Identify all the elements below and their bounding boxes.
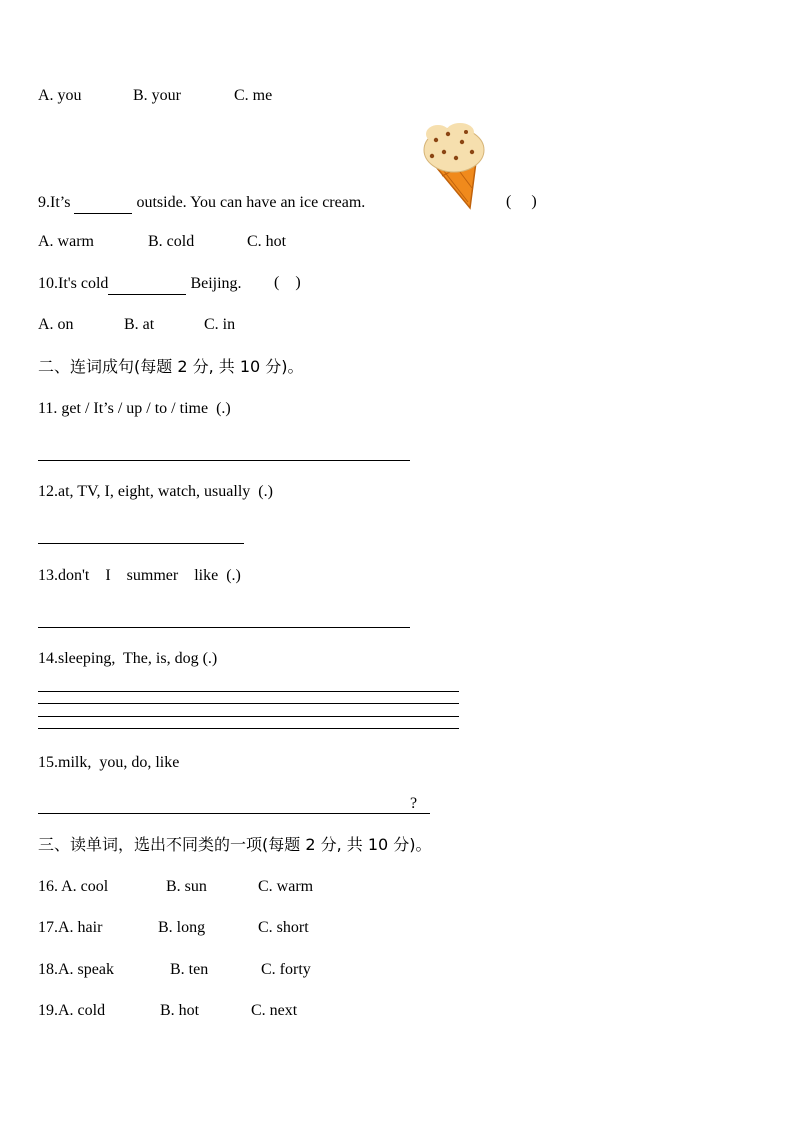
q13-answer-line[interactable] bbox=[38, 627, 410, 628]
q15-words: 15.milk, you, do, like bbox=[38, 754, 180, 771]
q10-option-a: A. on bbox=[38, 316, 74, 333]
q11-answer-line[interactable] bbox=[38, 460, 410, 461]
q19-option-c: C. next bbox=[251, 1002, 298, 1019]
q17-option-c: C. short bbox=[258, 919, 309, 936]
q8-option-c: C. me bbox=[234, 87, 273, 104]
q10-question bbox=[38, 274, 242, 295]
q14-answer-line-3[interactable] bbox=[38, 716, 459, 717]
q18-option-a: 18.A. speak bbox=[38, 961, 114, 978]
q9-option-a: A. warm bbox=[38, 233, 94, 250]
ice-cream-icon bbox=[418, 122, 490, 214]
q16-option-c: C. warm bbox=[258, 878, 314, 895]
q19-option-a: 19.A. cold bbox=[38, 1002, 106, 1019]
q10-answer-paren[interactable]: ( ) bbox=[274, 274, 301, 291]
q8-option-a: A. you bbox=[38, 87, 82, 104]
q14-answer-line-1[interactable] bbox=[38, 691, 459, 692]
q14-words: 14.sleeping, The, is, dog (.) bbox=[38, 650, 218, 667]
q9-blank[interactable] bbox=[74, 193, 132, 214]
q9-prefix: 9.It’s bbox=[38, 194, 75, 211]
q16-option-b: B. sun bbox=[166, 878, 207, 895]
q10-prefix: 10.It's cold bbox=[38, 275, 109, 292]
q9-option-b: B. cold bbox=[148, 233, 195, 250]
q17-option-a: 17.A. hair bbox=[38, 919, 103, 936]
q17-option-b: B. long bbox=[158, 919, 206, 936]
q12-answer-line[interactable] bbox=[38, 543, 244, 544]
q18-option-c: C. forty bbox=[261, 961, 311, 978]
q10-blank[interactable] bbox=[108, 274, 186, 295]
section-2-title: 二、连词成句(每题 2 分, 共 10 分)。 bbox=[38, 357, 304, 376]
q11-words: 11. get / It’s / up / to / time (.) bbox=[38, 400, 231, 417]
q10-option-b: B. at bbox=[124, 316, 155, 333]
q12-words: 12.at, TV, I, eight, watch, usually (.) bbox=[38, 483, 273, 500]
q9-suffix: outside. You can have an ice cream. bbox=[132, 194, 366, 211]
q15-question-mark: ? bbox=[410, 795, 418, 812]
q9-option-c: C. hot bbox=[247, 233, 287, 250]
q19-option-b: B. hot bbox=[160, 1002, 200, 1019]
q8-option-b: B. your bbox=[133, 87, 181, 104]
q16-option-a: 16. A. cool bbox=[38, 878, 109, 895]
q15-answer-line[interactable] bbox=[38, 813, 430, 814]
q13-words: 13.don't I summer like (.) bbox=[38, 567, 241, 584]
q14-answer-line-4[interactable] bbox=[38, 728, 459, 729]
q9-answer-paren[interactable]: ( ) bbox=[506, 193, 537, 210]
q10-option-c: C. in bbox=[204, 316, 236, 333]
q18-option-b: B. ten bbox=[170, 961, 209, 978]
q14-answer-line-2[interactable] bbox=[38, 703, 459, 704]
q9-question bbox=[38, 193, 365, 214]
section-3-title: 三、读单词，选出不同类的一项(每题 2 分, 共 10 分)。 bbox=[38, 835, 432, 854]
q10-suffix: Beijing. bbox=[186, 275, 242, 292]
